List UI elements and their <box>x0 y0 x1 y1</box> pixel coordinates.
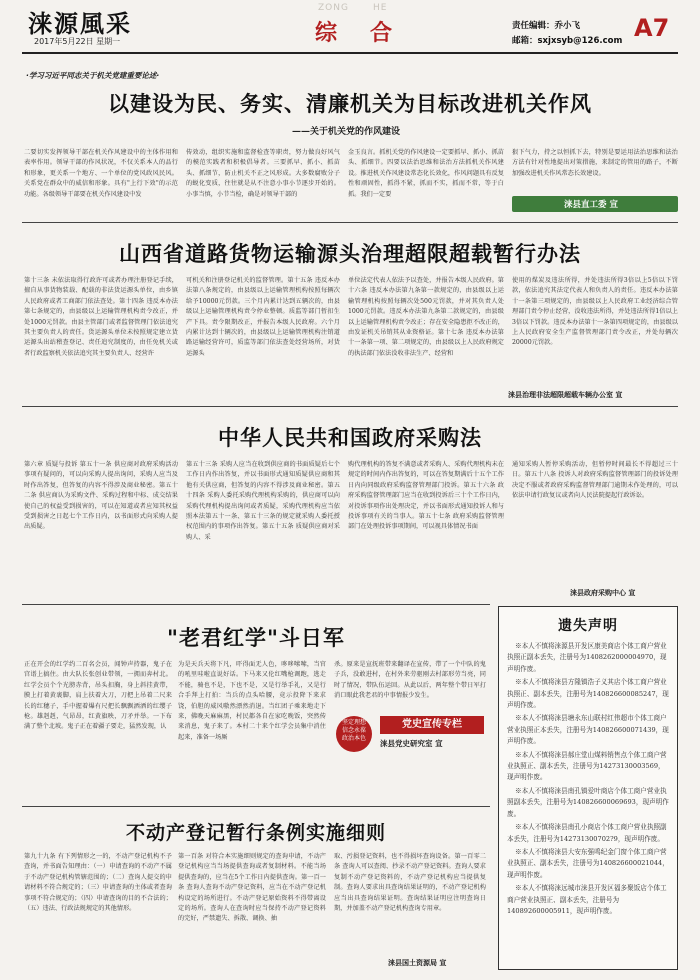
lost-notice-item: ※本人不慎将涞县大安东强鸣纪金门窗个体工商户营业执照正、副本丢失，注册号为140826600021044，现声明作废。 <box>507 847 669 879</box>
article1-col4: 狠下气力，持之以恒抓下去，特别是要运用法治思维和法治方法有针对性地提出对策措施，来制定的管用的路子，不断加强改进机关作风常态长效建设。 <box>512 149 678 177</box>
issue-date: 2017年5月22日 星期一 <box>34 37 121 46</box>
article2-col3: 单位法定代表人依法予以查处，并报告本级人民政府。第十六条 违反本办法第九条第一款规定的，由县级以上运输管理机构按照每辆次处500元罚款，并对其负责人处1000元罚款。违反本办法第九条第二款规定的，由县级以上运输管理机构责令改正；存在安全隐患拒不改正的，由发证机关吊销其从业资格证。第十七条 违反本办法第十一条第一项、第二项规定的，由县级以上人民政府规定的执法部门依法没收非法生产、经营和 <box>348 277 504 357</box>
article4-title: "老君红学"斗日军 <box>167 626 345 650</box>
lost-notice-list <box>499 635 677 917</box>
lost-notice-title: 遗失声明 <box>558 618 618 634</box>
article1-subtitle: ——关于机关党的作风建设 <box>292 127 401 137</box>
paper-name: 涞源風采 <box>28 9 132 38</box>
lost-notice-item: ※本人不慎将涞县南孔镇爱叶商店个体工商户营业执照副本丢失，注册号为140826600069693，现声明作废。 <box>507 786 669 818</box>
article5-credit: 涞县国土资源局 宣 <box>388 959 447 967</box>
lost-notice-item: ※本人不慎将涞县郝庄堂山煤料销售点个体工商户营业执照正、副本丢失，注册号为14273130003569，现声明作废。 <box>507 750 667 782</box>
lost-notice-item: ※本人不慎将涞源县开发区康美商店个体工商户营业执照正副本丢失，注册号为1408262000004970，现声明作废。 <box>507 642 667 673</box>
section-pinyin-he: HE <box>373 3 388 13</box>
article2-col4: 使用的煤炭及违法所得，并处违法所得3倍以上5倍以下罚款，依法追究其法定代表人和负责人的责任。违反本办法第十一条第三项规定的，由县级以上人民政府工业经济综合管理部门责令停止经营，没收违法所得，并处违法所得1倍以上3倍以下罚款。违反本办法第十一条第四项规定的，由县级以上人民政府安全生产监督管理部门责令改正，并处每辆次20000元罚款。 <box>512 277 678 347</box>
article4-credit: 涞县党史研究室 宣 <box>380 739 443 748</box>
article2-credit: 涞县治理非法超限超载车辆办公室 宣 <box>508 391 623 399</box>
editor-name: 责任编辑：乔小飞 <box>512 21 581 31</box>
divider-3 <box>22 604 490 605</box>
article3-col4: 通知采购人暂停采购活动，但暂停时间最长不得超过三十日。第五十八条 投诉人对政府采购监督管理部门的投诉处理决定不服或者政府采购监督管理部门逾期未作处理的，可以依法申请行政复议或者向人民法院提起行政诉讼。 <box>512 461 678 500</box>
article3-col3: 购代理机构的答复不满意或者采购人、采购代理机构未在规定的时间内作出答复的，可以在答复期满后十五个工作日内向同级政府采购监督管理部门投诉。第五十六条 政府采购监督管理部门应当在收到投诉后三十个工作日内，对投诉事项作出处理决定，并以书面形式通知投诉人和与投诉事项有关的当事人。第五十七条 政府采购监督管理部门在处理投诉事项期间，可以视具体情况书面 <box>348 461 504 531</box>
masthead-rule <box>22 52 678 54</box>
article2-col1: 第十三条 未依法取得行政许可或者办理注册登记手续，擅自从事货物装载、配载的非法货运源头单位，由乡镇人民政府或者工商部门依法查处。第十四条 违反本办法第七条规定的，由县级以上运输管理机构责令改正，并处1000元罚款。由县主管部门或者监督管理门依法追究其主要负责人的责任。货运源头单位未按照规定建立货运源头出站稽查登记、责任追究制度的，由任免机关或者行政监察机关依法追究其主要负责人、经营许 <box>24 277 178 357</box>
section-title-zong: 综 <box>315 20 338 46</box>
article4-col2: 为是天兵天将下凡，吓得面无人色，哆哆嗦嗦，当官的吼里哇啦直说好话。下马来又伦红嘴枪调跑，逃走不能，骑也不是，下也不是，又是行举手礼，又是行合手拜上打拍：当兵的点头哈腰，竟示投降下来求饶，伯胆的威风嗷然漂然消退。当红团子乘来地走下来，佛晚天麻麻黑，村民都各自在家吃晚饭，突然传来消息，鬼子来了。本村二十来个红学会员集中消住起来，准备一场厮 <box>178 661 326 741</box>
article1-credit-banner <box>512 196 678 212</box>
article1-credit: 涞县直工委 宣 <box>564 200 618 210</box>
editor-email: 邮箱：sxjxsyb@126.com <box>512 36 623 46</box>
article1-col2: 传效动，组织实施和监督检查等职责，努力做良好风气的模范实践者和积极倡导者。三要抓早、抓小、抓苗头、抓细节，防止机关不正之风形成。大多数腐败分子的蜕化变质，往往就是从不注意小事小节逐步开始的。小事当慎，小节当检，确是对领导干部的 <box>186 149 340 198</box>
article1-kicker: ·学习习近平同志关于机关党建重要论述· <box>26 71 160 80</box>
article3-credit: 涞县政府采购中心 宣 <box>570 589 636 597</box>
party-history-column-label: 党史宣传专栏 <box>380 716 484 734</box>
article2-title: 山西省道路货物运输源头治理超限超载暂行办法 <box>119 242 581 266</box>
article3-col1: 第六章 质疑与投诉 第五十一条 供应商对政府采购活动事项有疑问的，可以向采购人提出询问，采购人应当及时作出答复，但答复的内容不得涉及商业秘密。第五十二条 供应商认为采购文件、采购过程和中标、成交结果使自己的权益受到损害的，可以在知道或者应知其权益受到损害之日起七个工作日内，以书面形式向采购人提出质疑。 <box>24 461 178 531</box>
article1-col1: 二要切实发挥领导干部在机关作风建设中的主体作用和表率作用。领导干部的作风状况，不仅关系本人的品行和形象，更关系一个地方、一个单位的党风政风民风。关系党在群众中的威信和形象。具有"上行下效"的示范功能。各级领导干部要在机关作风建设中发 <box>24 149 178 198</box>
divider-2 <box>22 406 678 407</box>
section-title-he: 合 <box>370 20 393 46</box>
lost-notice-item: ※本人不慎将涞远城市涞县开发区福多聚饭店个体工商户营业执照正、副本丢失，注册号为140892600005911，现声明作废。 <box>507 884 667 915</box>
article4-col1: 正在开会的红学约二百名会员，闻钟声持器，鬼子在宫谱上搞住。由大队长张创业带领，一拥而奔村北。红学会员个个光膀赤背，吊头扣胸，身上斜挂黄带，膜上打着黄裹脚，肩上扶着大刀，刀把上吊着二尺来长的红穗子，手中握着爆有尺把长飘飘洒洒的红缨子枪。雄赳赳，气昂昂，红黄旗映，刀矛并举。一下布满了整个北坡。鬼子正在着疆子要走，猛然发现，认 <box>24 661 172 731</box>
divider-4 <box>22 806 490 807</box>
article3-title: 中华人民共和国政府采购法 <box>218 426 482 450</box>
article1-col3: 金玉良言。抓机关党的作风建设一定要抓早、抓小、抓苗头、抓细节。四要以法治思维和法治方法抓机关作风建设。推进机关作风建设常态化长效化，作风问题具有反复性和顽固性，抓得不紧，抓而不实，抓而不常，等于白抓。我们一定要 <box>348 149 504 198</box>
lost-notice-item: ※本人不慎将涞县南孔小商店个体工商户营业执照副本丢失，注册号为142731300702?9，现声明作废。 <box>507 823 667 843</box>
article1-title: 以建设为民、务实、清廉机关为目标改进机关作风 <box>108 92 592 116</box>
lost-notice-item: ※本人不慎将涞县方隆镇浩子义其店个体工商户营业执照正、副本丢失，注册号为140826600085247，现声明作废。 <box>507 678 669 710</box>
page-number: A7 <box>634 14 670 42</box>
article5-col3: 取、污损登记资料，也不得损坏查询设备。第一百零二条 查询人可以查阅、抄录不动产登记资料。查询人要求复制不动产登记资料的，不动产登记机构应当提供复制。查询人要求出具查询结果证明的，不动产登记机构应当出具查询结果证明。查询结果证明应注明查询日期，并加盖不动产登记机构查询专用章。 <box>334 853 486 913</box>
section-pinyin-zong: ZONG <box>318 3 349 13</box>
party-history-stamp-text: 坚定理想信念永葆政治本色 <box>341 719 366 742</box>
article4-col3: 杀。原来是宣抚班带来翻译在宣传，带了一个中队的鬼子兵，没敢进村，在村外来劳驱刚去村部形劳当亮，同时了情况，带队伍运回。从此以后，两年整个带日军打消口眼此我老君的中事情报少发生。 <box>334 661 486 700</box>
article5-col1: 第九十九条 有下列情形之一的，不动产登记机构不予查询，并书面告知理由：（一）申请查询的不动产不属于不动产登记机构管辖范围的；（二）查询人提交的申请材料不符合规定的；（三）申请查询的主体或者查询事项不符合规定的；（四）申请查询的目的不合法的；（五）违法、行政法规规定的其他情形。 <box>24 853 172 913</box>
article3-col2: 第五十三条 采购人应当在收到供应商的书面质疑后七个工作日内作出答复，并以书面形式通知质疑供应商和其他有关供应商，但答复的内容不得涉及商业秘密。第五十四条 采购人委托采购代理机构采购的，供应商可以向采购代理机构提出询问或者质疑，采购代理机构应当依照本法第五十一条、第五十三条的规定就采购人委托授权范围内的事项作出答复。第五十五条 质疑供应商对采购人、采 <box>186 461 340 541</box>
divider-1 <box>22 222 678 223</box>
article5-title: 不动产登记暂行条例实施细则 <box>125 822 386 844</box>
party-history-stamp <box>336 716 372 752</box>
masthead <box>0 0 700 50</box>
lost-notice-item: ※本人不慎将涞县塘永东山联村红伟超市个体工商户营业执照正本丢失，注册号为140826600071439，现声明作废。 <box>507 714 669 746</box>
article5-col2: 第一百条 对符合本实施细则规定的查询申请，不动产登记机构应当当场提供查询或者复制材料。不能当场提供查询的，应当在5个工作日内提供查询。第一百一条 查询人查询不动产登记资料，应当在不动产登记机构设定的场所进行。不动产登记原始资料不得带离设定的场所。查询人在查询时应当保持不动产登记资料的完好，严禁遗失、拆散、调换、抽 <box>178 853 326 923</box>
article2-col2: 可机关和注册登记机关的监督管理。第十五条 违反本办法第八条规定的，由县级以上运输管理机构按照每辆次给予10000元罚款。三个月内累计达到五辆次的，由县级以上运输管理机构责令停业整顿。质监等部门暂扣生产下具。责令限期改正，并报告本级人民政府。六个月内累计达到十辆次的，由县级以上运输管理机构注销道路运输经营许可，质监等部门依法查处经营场所，对货运源头 <box>186 277 340 357</box>
lost-notice-box <box>498 606 678 970</box>
